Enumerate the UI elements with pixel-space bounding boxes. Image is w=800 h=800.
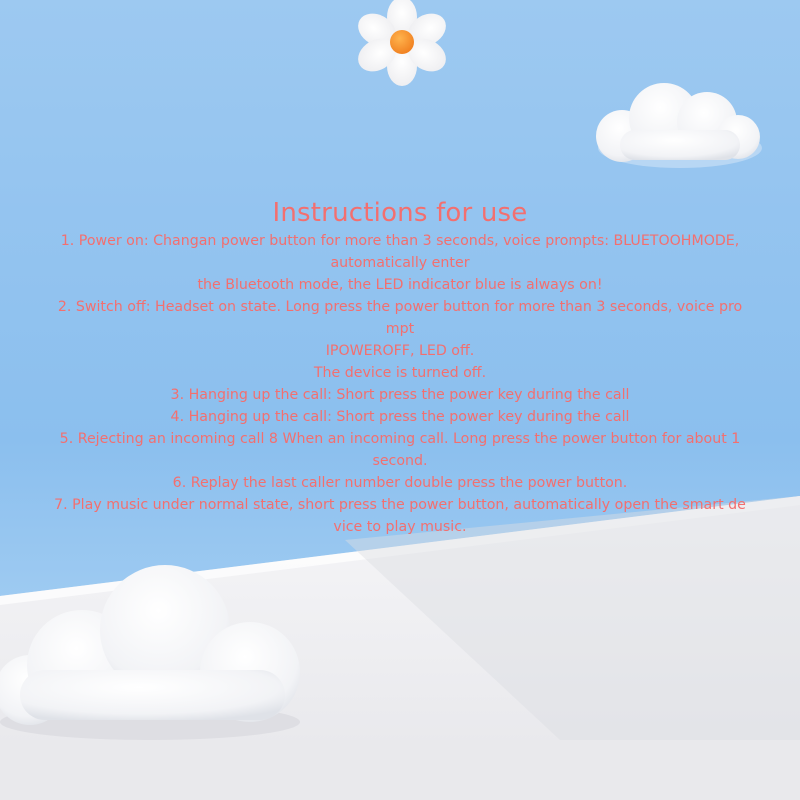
instructions-title: Instructions for use [272,198,528,228]
instruction-line: 7. Play music under normal state, short press the power button, automatically open the smart de [54,497,746,513]
instruction-line: 6. Replay the last caller number double press the power button. [172,475,628,491]
instruction-line: The device is turned off. [313,365,487,381]
instruction-line: 1. Power on: Changan power button for more than 3 seconds, voice prompts: BLUETOOHMODE, [60,233,740,249]
instruction-line: the Bluetooth mode, the LED indicator blue is always on! [197,277,603,293]
instruction-line: automatically enter [330,255,470,271]
instruction-line: IPOWEROFF, LED off. [325,343,475,359]
instruction-line: 5. Rejecting an incoming call 8 When an incoming call. Long press the power button for about 1 [59,431,741,447]
instructions-block [0,196,800,538]
instruction-line: 2. Switch off: Headset on state. Long press the power button for more than 3 seconds, voice pro [57,299,743,315]
instruction-line: vice to play music. [333,519,467,535]
instruction-line: 3. Hanging up the call: Short press the power key during the call [170,387,630,403]
instruction-line: second. [372,453,428,469]
instruction-line: 4. Hanging up the call: Short press the power key during the call [170,409,630,425]
instruction-line: mpt [385,321,415,337]
